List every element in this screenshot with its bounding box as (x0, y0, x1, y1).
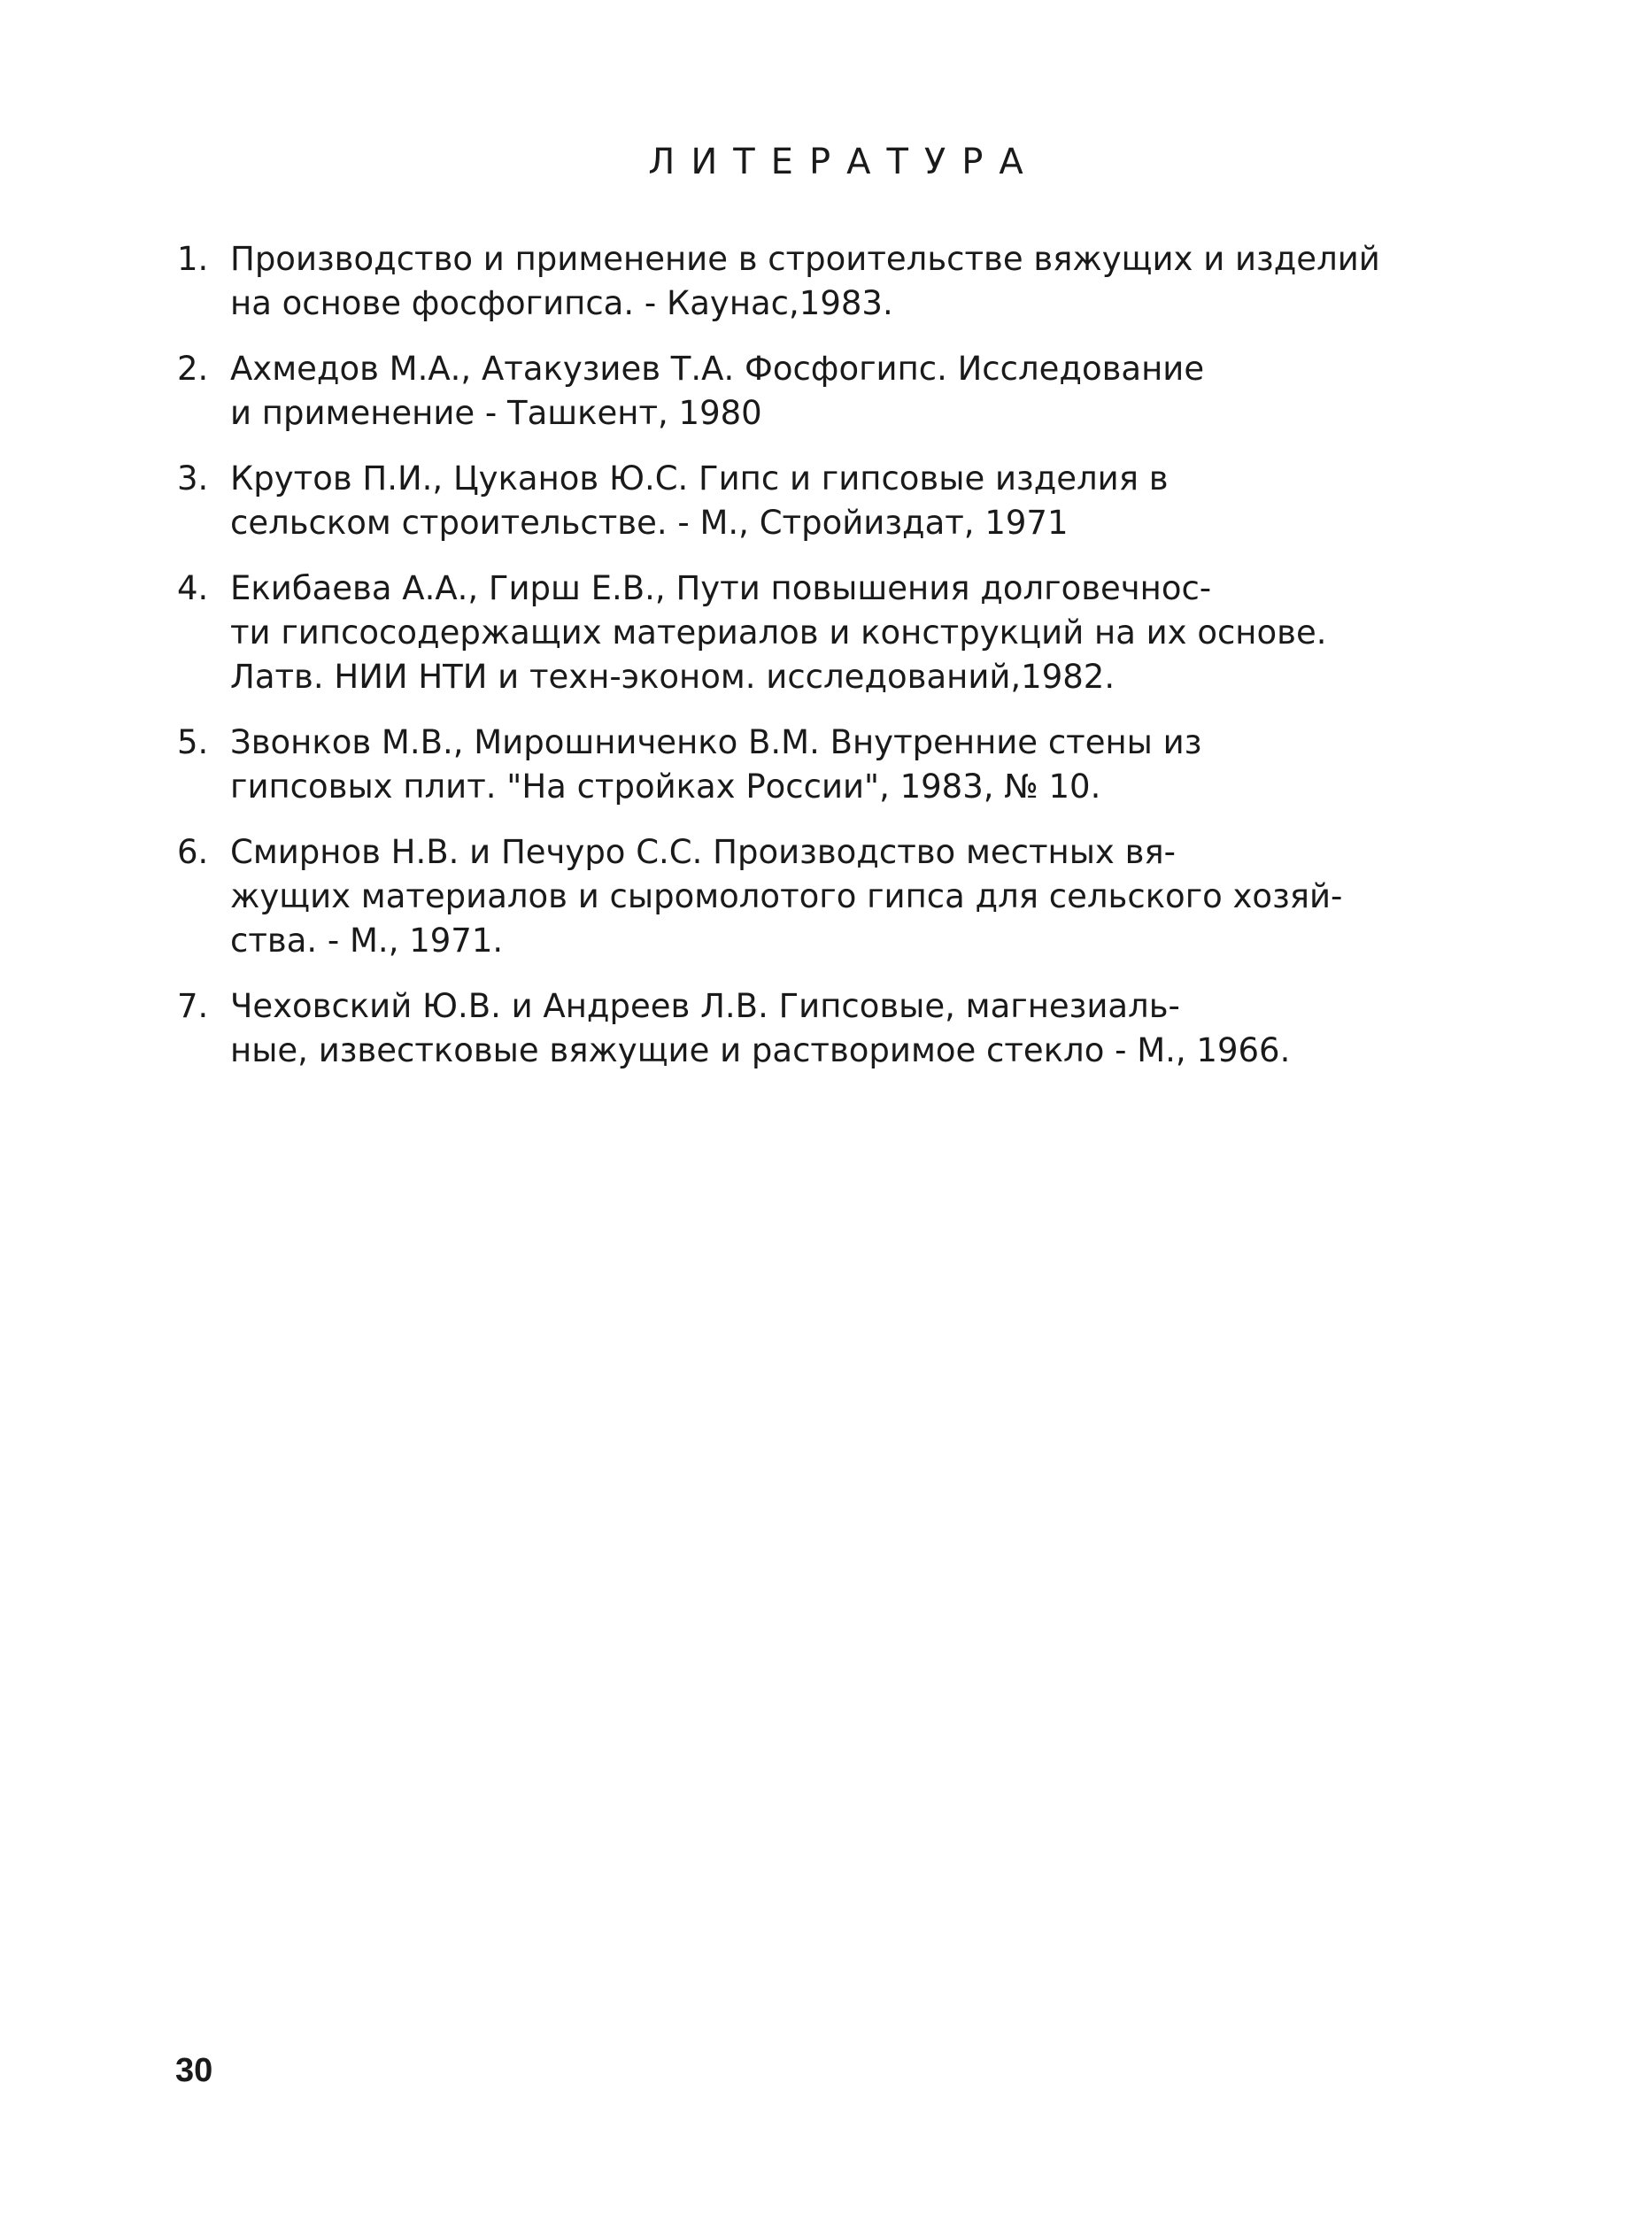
page-title: ЛИТЕРАТУРА (648, 142, 1039, 182)
reference-item (168, 721, 1514, 809)
reference-number: 6. (177, 833, 209, 871)
reference-line: Смирнов Н.В. и Печуро С.С. Производство местных вя- (230, 833, 1176, 871)
reference-number: 2. (177, 350, 209, 388)
reference-list (168, 237, 1514, 1094)
reference-line: Чеховский Ю.В. и Андреев Л.В. Гипсовые, магнезиаль- (230, 987, 1180, 1025)
reference-number: 7. (177, 987, 209, 1025)
reference-line: ства. - М., 1971. (230, 922, 504, 960)
reference-line: Звонков М.В., Мирошниченко В.М. Внутренние стены из (230, 723, 1202, 761)
reference-item (168, 567, 1514, 699)
reference-item (168, 984, 1514, 1073)
reference-line: Екибаева А.А., Гирш Е.В., Пути повышения долговечнос- (230, 569, 1212, 607)
reference-item (168, 830, 1514, 963)
reference-line: на основе фосфогипса. - Каунас,1983. (230, 284, 893, 322)
reference-line: Ахмедов М.А., Атакузиев Т.А. Фосфогипс. Исследование (230, 350, 1205, 388)
reference-item (168, 457, 1514, 545)
page-number: 30 (175, 2052, 213, 2089)
reference-line: ти гипсосодержащих материалов и конструкций на их основе. (230, 613, 1327, 652)
reference-line: сельском строительстве. - М., Стройиздат, 1971 (230, 504, 1069, 542)
reference-number: 3. (177, 459, 209, 498)
reference-line: ные, известковые вяжущие и растворимое стекло - М., 1966. (230, 1031, 1291, 1069)
reference-line: Крутов П.И., Цуканов Ю.С. Гипс и гипсовые изделия в (230, 459, 1169, 498)
reference-line: Латв. НИИ НТИ и техн-эконом. исследований,1982. (230, 658, 1115, 696)
reference-line: жущих материалов и сыромолотого гипса для сельского хозяй- (230, 877, 1343, 915)
reference-item (168, 347, 1514, 436)
reference-line: Производство и применение в строительстве вяжущих и изделий (230, 240, 1380, 278)
reference-item (168, 237, 1514, 326)
reference-line: и применение - Ташкент, 1980 (230, 394, 762, 432)
reference-number: 4. (177, 569, 209, 607)
reference-number: 5. (177, 723, 209, 761)
reference-line: гипсовых плит. "На стройках России", 1983, № 10. (230, 768, 1101, 806)
reference-number: 1. (177, 240, 209, 278)
